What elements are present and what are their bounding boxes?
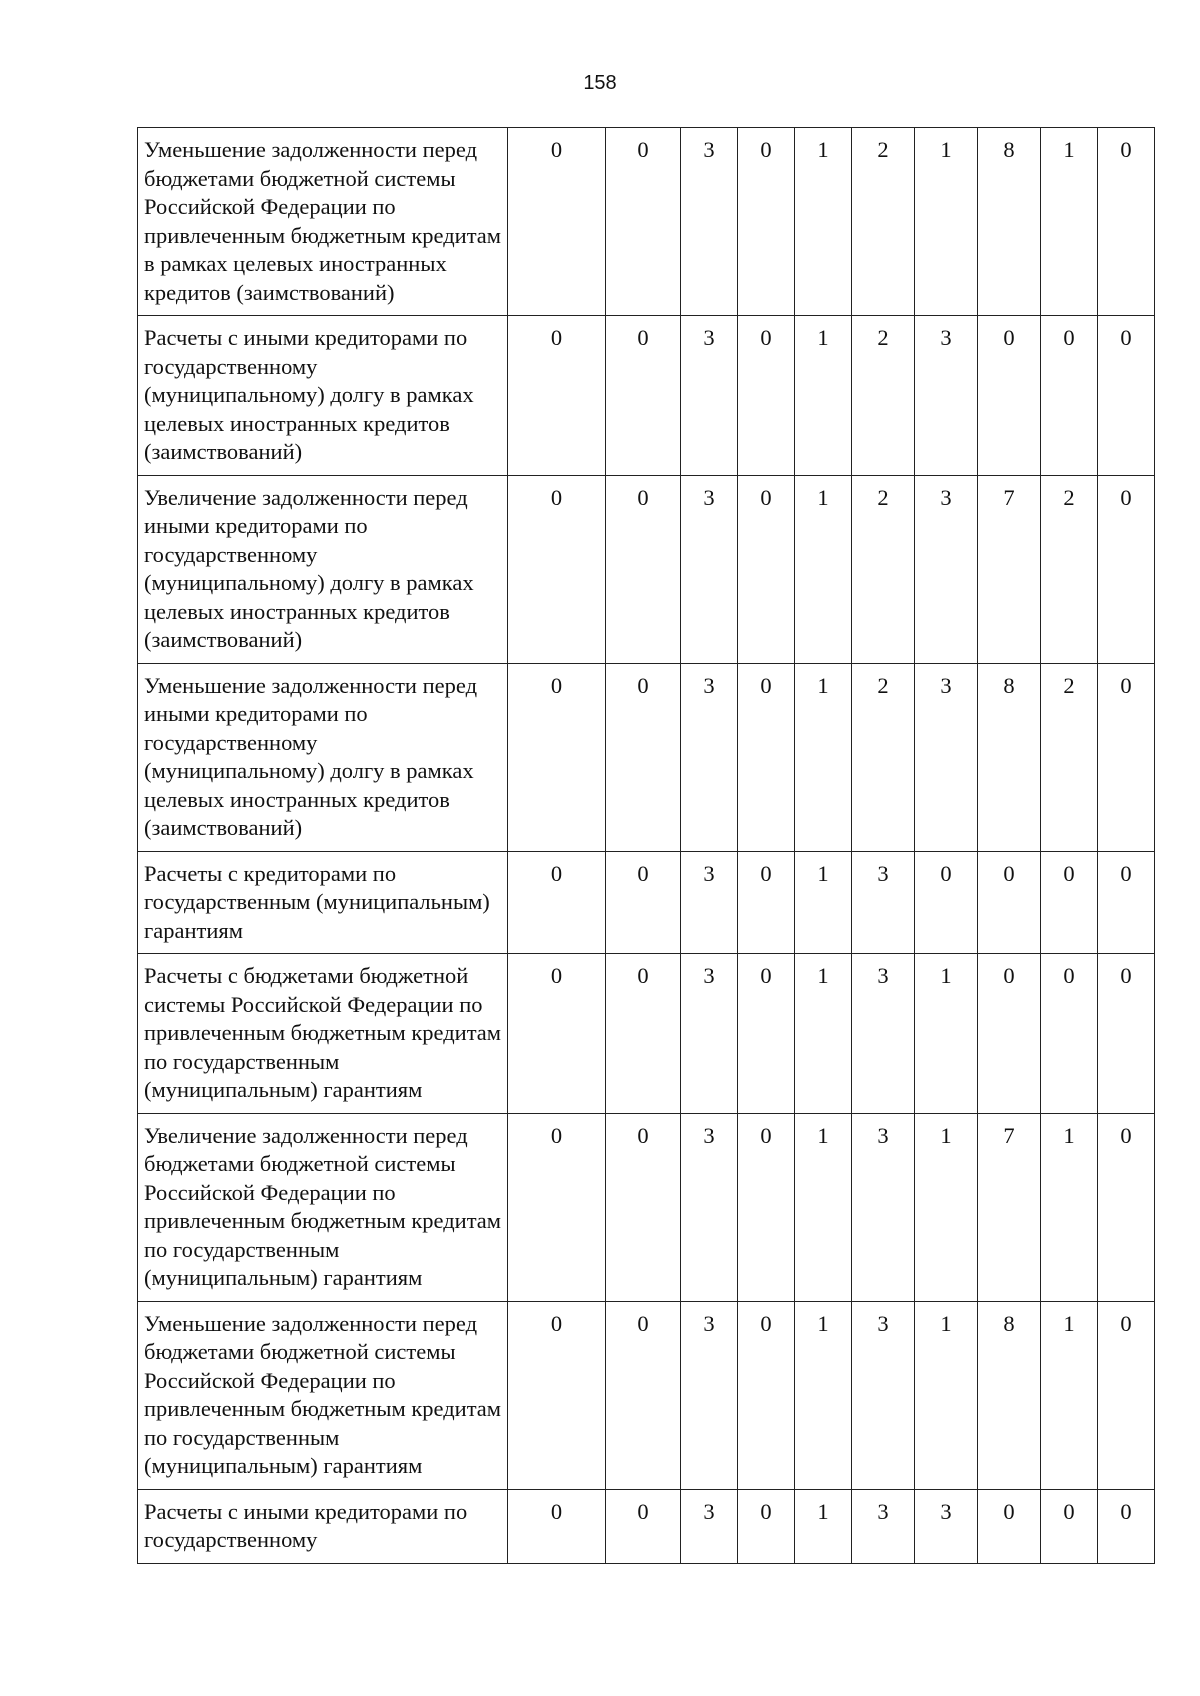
table-row: [138, 316, 1155, 476]
code-digit-cell: 0: [508, 954, 606, 1114]
code-digit-cell: 3: [681, 1301, 738, 1489]
table-row: [138, 475, 1155, 663]
code-digit-cell: 1: [795, 954, 852, 1114]
code-digit-cell: 1: [795, 1489, 852, 1563]
code-digit-cell: 0: [1098, 128, 1155, 316]
row-label: Уменьшение задолженности перед бюджетами бюджетной системы Российской Федерации по привлеченным бюджетным кредитам в рамках целевых иностранных кредитов (заимствований): [138, 128, 508, 316]
code-digit-cell: 0: [508, 128, 606, 316]
code-digit-cell: 0: [978, 954, 1041, 1114]
code-digit-cell: 7: [978, 1113, 1041, 1301]
code-digit-cell: 1: [795, 316, 852, 476]
code-digit-cell: 1: [1041, 1113, 1098, 1301]
code-digit-cell: 0: [738, 475, 795, 663]
table-row: [138, 1489, 1155, 1563]
code-digit-cell: 2: [852, 663, 915, 851]
code-digit-cell: 0: [1041, 851, 1098, 954]
code-digit-cell: 1: [1041, 128, 1098, 316]
code-digit-cell: 3: [681, 851, 738, 954]
table-row: [138, 1113, 1155, 1301]
code-digit-cell: 3: [852, 1113, 915, 1301]
code-digit-cell: 0: [738, 851, 795, 954]
code-digit-cell: 2: [852, 316, 915, 476]
code-digit-cell: 1: [1041, 1301, 1098, 1489]
code-digit-cell: 2: [1041, 475, 1098, 663]
code-digit-cell: 3: [852, 954, 915, 1114]
code-digit-cell: 0: [978, 316, 1041, 476]
row-label: Расчеты с иными кредиторами по государственному: [138, 1489, 508, 1563]
code-digit-cell: 0: [915, 851, 978, 954]
code-digit-cell: 1: [795, 128, 852, 316]
code-digit-cell: 0: [1098, 1489, 1155, 1563]
code-digit-cell: 8: [978, 663, 1041, 851]
code-digit-cell: 3: [915, 316, 978, 476]
code-digit-cell: 0: [508, 475, 606, 663]
code-digit-cell: 1: [915, 128, 978, 316]
code-digit-cell: 0: [738, 316, 795, 476]
code-digit-cell: 0: [978, 1489, 1041, 1563]
table-row: [138, 954, 1155, 1114]
code-digit-cell: 0: [738, 663, 795, 851]
code-digit-cell: 0: [738, 128, 795, 316]
code-digit-cell: 3: [852, 1301, 915, 1489]
code-digit-cell: 2: [1041, 663, 1098, 851]
code-digit-cell: 7: [978, 475, 1041, 663]
code-digit-cell: 1: [795, 1113, 852, 1301]
table-row: [138, 1301, 1155, 1489]
code-digit-cell: 1: [795, 475, 852, 663]
code-digit-cell: 0: [508, 663, 606, 851]
code-digit-cell: 0: [606, 1301, 681, 1489]
table-row: [138, 851, 1155, 954]
code-digit-cell: 1: [795, 1301, 852, 1489]
code-digit-cell: 0: [606, 475, 681, 663]
code-digit-cell: 2: [852, 128, 915, 316]
code-digit-cell: 3: [681, 128, 738, 316]
code-digit-cell: 0: [1098, 316, 1155, 476]
row-label: Расчеты с бюджетами бюджетной системы Российской Федерации по привлеченным бюджетным кредитам по государственным (муниципальным) гарантиям: [138, 954, 508, 1114]
code-digit-cell: 2: [852, 475, 915, 663]
row-label: Увеличение задолженности перед иными кредиторами по государственному (муниципальному) долгу в рамках целевых иностранных кредитов (заимствований): [138, 475, 508, 663]
code-digit-cell: 8: [978, 128, 1041, 316]
code-digit-cell: 1: [915, 1113, 978, 1301]
code-digit-cell: 8: [978, 1301, 1041, 1489]
table-body: [138, 128, 1155, 1564]
code-digit-cell: 0: [738, 954, 795, 1114]
code-digit-cell: 3: [681, 1113, 738, 1301]
code-digit-cell: 0: [508, 1489, 606, 1563]
code-digit-cell: 3: [852, 851, 915, 954]
code-digit-cell: 0: [978, 851, 1041, 954]
code-digit-cell: 0: [606, 128, 681, 316]
code-digit-cell: 3: [915, 663, 978, 851]
code-digit-cell: 0: [606, 1489, 681, 1563]
code-digit-cell: 0: [1098, 663, 1155, 851]
row-label: Расчеты с иными кредиторами по государственному (муниципальному) долгу в рамках целевых иностранных кредитов (заимствований): [138, 316, 508, 476]
code-digit-cell: 1: [795, 663, 852, 851]
row-label: Расчеты с кредиторами по государственным (муниципальным) гарантиям: [138, 851, 508, 954]
code-digit-cell: 0: [1098, 1113, 1155, 1301]
code-digit-cell: 1: [915, 954, 978, 1114]
row-label: Уменьшение задолженности перед бюджетами бюджетной системы Российской Федерации по привлеченным бюджетным кредитам по государственным (муниципальным) гарантиям: [138, 1301, 508, 1489]
code-digit-cell: 3: [915, 1489, 978, 1563]
code-digit-cell: 0: [606, 316, 681, 476]
code-digit-cell: 1: [915, 1301, 978, 1489]
code-digit-cell: 0: [1098, 851, 1155, 954]
code-digit-cell: 0: [738, 1489, 795, 1563]
row-label: Уменьшение задолженности перед иными кредиторами по государственному (муниципальному) долгу в рамках целевых иностранных кредитов (заимствований): [138, 663, 508, 851]
code-digit-cell: 0: [1098, 475, 1155, 663]
page-number: 158: [583, 72, 617, 94]
code-digit-cell: 0: [606, 851, 681, 954]
code-digit-cell: 0: [1041, 316, 1098, 476]
code-digit-cell: 0: [606, 954, 681, 1114]
code-digit-cell: 0: [1098, 954, 1155, 1114]
account-codes-table: [137, 127, 1155, 1564]
code-digit-cell: 0: [1041, 1489, 1098, 1563]
code-digit-cell: 3: [915, 475, 978, 663]
table-row: [138, 663, 1155, 851]
code-digit-cell: 0: [606, 663, 681, 851]
code-digit-cell: 0: [508, 316, 606, 476]
code-digit-cell: 0: [1098, 1301, 1155, 1489]
code-digit-cell: 1: [795, 851, 852, 954]
code-digit-cell: 3: [681, 475, 738, 663]
code-digit-cell: 0: [508, 1301, 606, 1489]
code-digit-cell: 3: [681, 316, 738, 476]
row-label: Увеличение задолженности перед бюджетами бюджетной системы Российской Федерации по привлеченным бюджетным кредитам по государственным (муниципальным) гарантиям: [138, 1113, 508, 1301]
code-digit-cell: 0: [508, 1113, 606, 1301]
code-digit-cell: 0: [738, 1113, 795, 1301]
code-digit-cell: 0: [606, 1113, 681, 1301]
code-digit-cell: 3: [852, 1489, 915, 1563]
code-digit-cell: 0: [738, 1301, 795, 1489]
code-digit-cell: 0: [1041, 954, 1098, 1114]
code-digit-cell: 3: [681, 663, 738, 851]
code-digit-cell: 3: [681, 1489, 738, 1563]
code-digit-cell: 3: [681, 954, 738, 1114]
code-digit-cell: 0: [508, 851, 606, 954]
table-row: [138, 128, 1155, 316]
